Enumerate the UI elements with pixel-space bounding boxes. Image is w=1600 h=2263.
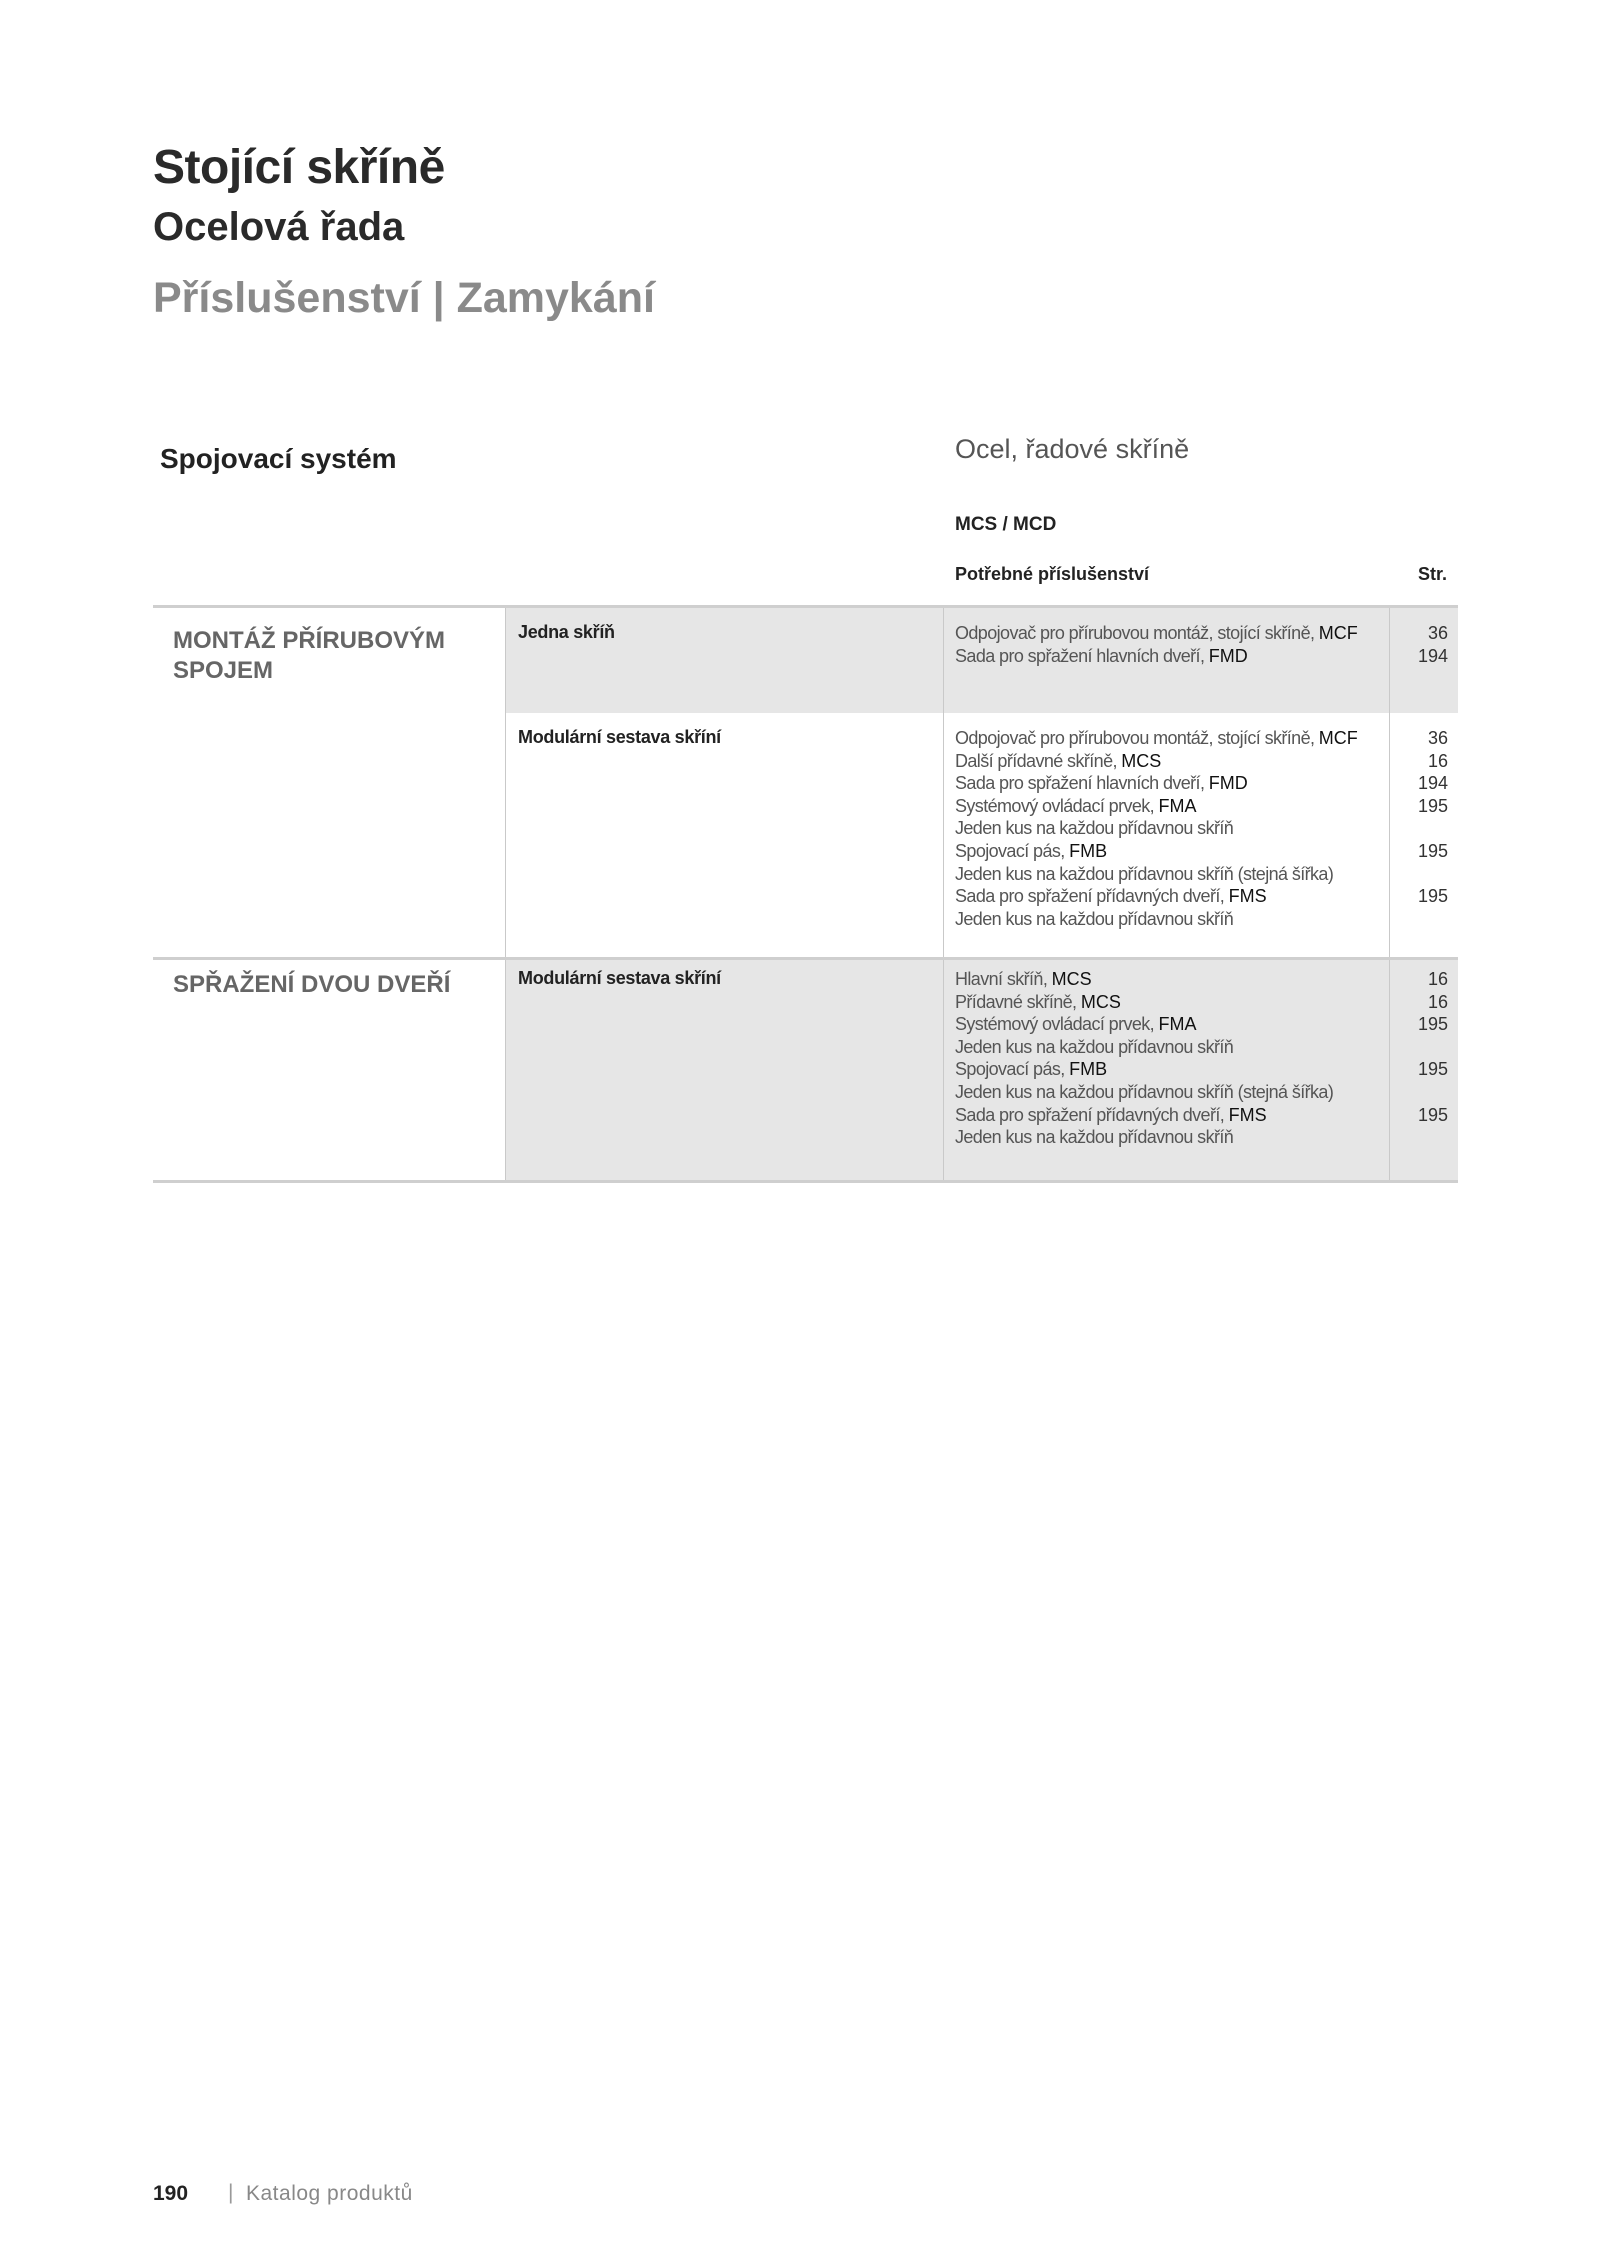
accessory-item: Systémový ovládací prvek, FMA <box>955 1014 1197 1035</box>
accessory-item: Sada pro spřažení hlavních dveří, FMD <box>955 773 1248 794</box>
page-cell <box>1389 713 1458 957</box>
accessory-item: Odpojovač pro přírubovou montáž, stojící skříně, MCF <box>955 728 1358 748</box>
accessory-item: Hlavní skříň, MCS <box>955 969 1092 989</box>
page-list <box>1418 622 1448 667</box>
accessory-item: Přídavné skříně, MCS <box>955 991 1121 1012</box>
page-ref: 194 <box>1417 645 1448 666</box>
accessory-item: Jeden kus na každou přídavnou skříň <box>955 908 1234 929</box>
page-ref: 195 <box>1417 886 1448 907</box>
page-ref: 195 <box>1417 840 1448 861</box>
page-ref <box>1418 908 1448 931</box>
accessory-item: Odpojovač pro přírubovou montáž, stojící skříně, MCF <box>955 623 1358 643</box>
table-row <box>153 608 1458 713</box>
page-title: Stojící skříně <box>153 141 445 194</box>
page-ref: 16 <box>1427 750 1448 771</box>
accessory-item: Další přídavné skříně, MCS <box>955 750 1162 771</box>
accessory-item: Systémový ovládací prvek, FMA <box>955 795 1197 816</box>
model-codes: MCS / MCD <box>955 514 1057 535</box>
accessory-item: Spojovací pás, FMB <box>955 840 1108 861</box>
table-row <box>153 960 1458 1180</box>
page-ref <box>1418 1126 1448 1149</box>
accessory-item: Jeden kus na každou přídavnou skříň (stejná šířka) <box>955 1081 1334 1102</box>
page-ref <box>1418 817 1448 840</box>
page-ref: 195 <box>1417 795 1448 816</box>
accessory-item: Jeden kus na každou přídavnou skříň <box>955 818 1234 839</box>
page-ref <box>1418 1081 1448 1104</box>
accessory-list <box>955 727 1358 930</box>
page-list <box>1418 727 1448 930</box>
accessory-item: Spojovací pás, FMB <box>955 1059 1108 1080</box>
accessory-item: Jeden kus na každou přídavnou skříň (stejná šířka) <box>955 863 1334 884</box>
accessories-cell <box>943 713 1389 957</box>
type-cell <box>505 608 943 713</box>
type-cell <box>505 960 943 1180</box>
page-ref: 36 <box>1427 728 1448 748</box>
page-cell <box>1389 608 1458 713</box>
accessory-list <box>955 968 1333 1149</box>
accessory-list <box>955 622 1358 667</box>
table-bottom-rule <box>153 1180 1458 1183</box>
cabinet-setup-label: Jedna skříň <box>518 622 615 642</box>
section-title: Spojovací systém <box>160 443 397 474</box>
page-ref: 194 <box>1417 773 1448 794</box>
page-ref: 36 <box>1427 623 1448 643</box>
page-list <box>1418 968 1448 1149</box>
cabinet-type: Ocel, řadové skříně <box>955 434 1190 464</box>
page-ref: 16 <box>1427 969 1448 989</box>
footer-separator: | <box>228 2181 234 2204</box>
page-ref <box>1418 1036 1448 1059</box>
page-ref: 195 <box>1417 1014 1448 1035</box>
accessories-cell <box>943 608 1389 713</box>
accessory-item: Jeden kus na každou přídavnou skříň <box>955 1127 1234 1148</box>
cabinet-setup-label: Modulární sestava skříní <box>518 968 721 988</box>
accessory-item: Jeden kus na každou přídavnou skříň <box>955 1036 1234 1057</box>
type-cell <box>505 713 943 957</box>
accessory-item: Sada pro spřažení přídavných dveří, FMS <box>955 886 1267 907</box>
cabinet-setup-label: Modulární sestava skříní <box>518 727 721 747</box>
accessory-item: Sada pro spřažení přídavných dveří, FMS <box>955 1104 1267 1125</box>
page-ref: 195 <box>1417 1104 1448 1125</box>
page-category: Příslušenství | Zamykání <box>153 274 655 322</box>
footer-catalog-label: Katalog produktů <box>246 2182 413 2205</box>
accessory-item: Sada pro spřažení hlavních dveří, FMD <box>955 645 1248 666</box>
page-ref: 16 <box>1427 991 1448 1012</box>
group-cell <box>153 608 505 713</box>
column-header-accessories: Potřebné příslušenství <box>955 564 1150 584</box>
group-cell <box>153 713 505 957</box>
table-row <box>153 713 1458 957</box>
column-header-page: Str. <box>1417 564 1447 584</box>
group-cell <box>153 960 505 1180</box>
group-label: SPŘAŽENÍ DVOU DVEŘÍ <box>173 971 451 998</box>
page-ref <box>1418 863 1448 886</box>
group-label: MONTÁŽ PŘÍRUBOVÝM SPOJEM <box>173 627 445 684</box>
page-cell <box>1389 960 1458 1180</box>
page-ref: 195 <box>1417 1059 1448 1080</box>
footer-page-number: 190 <box>153 2182 189 2205</box>
page-subtitle: Ocelová řada <box>153 205 405 249</box>
accessories-cell <box>943 960 1389 1180</box>
